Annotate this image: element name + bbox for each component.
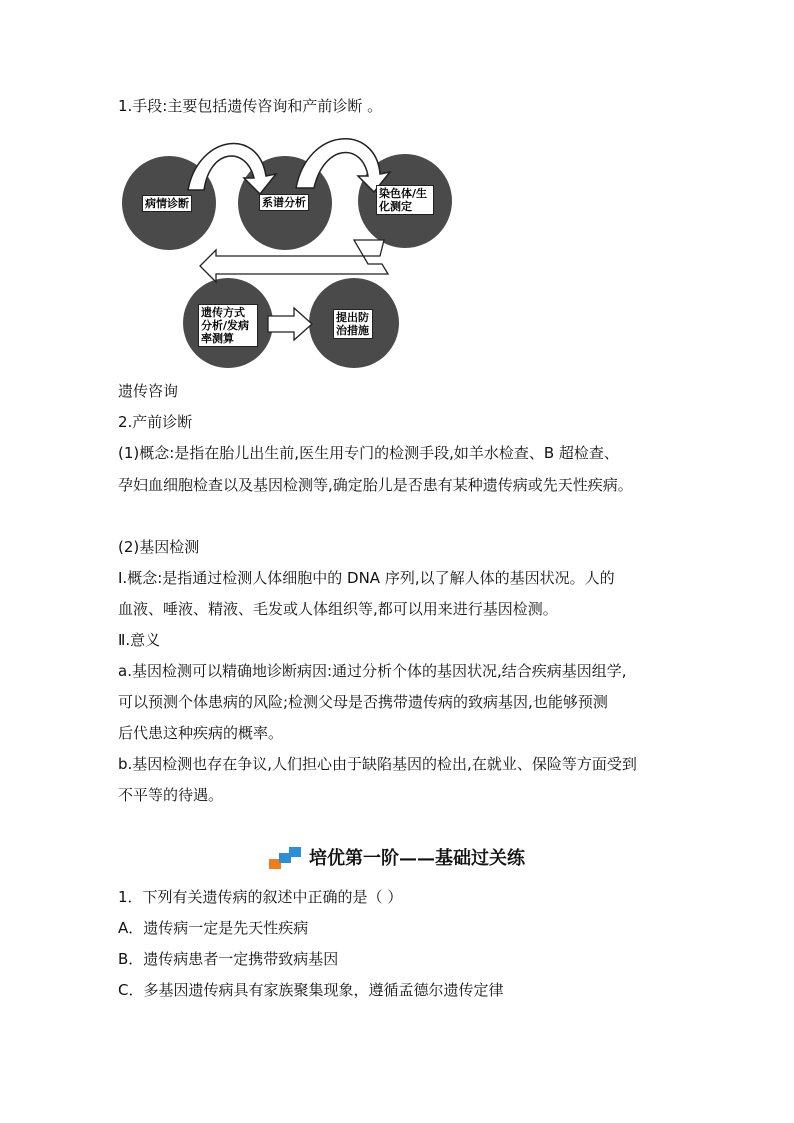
node-diagnosis-label: 病情诊断 bbox=[142, 195, 192, 212]
gene-test-heading: (2)基因检测 bbox=[118, 538, 200, 556]
intro-line: 1.手段:主要包括遗传咨询和产前诊断 。 bbox=[118, 97, 383, 115]
option-b: B．遗传病患者一定携带致病基因 bbox=[118, 950, 339, 968]
curved-arrow-1 bbox=[188, 143, 276, 194]
meaning-b-line-2: 不平等的待遇。 bbox=[118, 786, 224, 804]
diagram-graphics bbox=[118, 128, 478, 378]
prenatal-concept-line-1: (1)概念:是指在胎儿出生前,医生用专门的检测手段,如羊水检查、B 超检查、 bbox=[118, 444, 619, 462]
prenatal-heading: 2.产前诊断 bbox=[118, 413, 193, 431]
meaning-a-line-3: 后代患这种疾病的概率。 bbox=[118, 724, 284, 742]
question-stem: 1．下列有关遗传病的叙述中正确的是（ ） bbox=[118, 888, 403, 906]
prenatal-concept-line-2: 孕妇血细胞检查以及基因检测等,确定胎儿是否患有某种遗传病或先天性疾病。 bbox=[118, 476, 633, 494]
node-chromosome-label: 染色体/生化测定 bbox=[376, 185, 434, 215]
meaning-a-line-1: a.基因检测可以精确地诊断病因:通过分析个体的基因状况,结合疾病基因组学, bbox=[118, 662, 627, 680]
section-header bbox=[0, 846, 794, 872]
meaning-b-line-1: b.基因检测也存在争议,人们担心由于缺陷基因的检出,在就业、保险等方面受到 bbox=[118, 755, 637, 773]
staircase-icon bbox=[269, 847, 303, 871]
gene-concept-line-1: Ⅰ.概念:是指通过检测人体细胞中的 DNA 序列,以了解人体的基因状况。人的 bbox=[118, 569, 615, 587]
meaning-heading: Ⅱ.意义 bbox=[118, 631, 161, 649]
option-c: C．多基因遗传病具有家族聚集现象，遵循孟德尔遗传定律 bbox=[118, 981, 504, 999]
option-a: A．遗传病一定是先天性疾病 bbox=[118, 919, 309, 937]
meaning-a-line-2: 可以预测个体患病的风险;检测父母是否携带遗传病的致病基因,也能够预测 bbox=[118, 693, 608, 711]
node-pedigree-label: 系谱分析 bbox=[259, 194, 309, 211]
genetic-counseling-diagram bbox=[118, 128, 478, 378]
section-title: 培优第一阶——基础过关练 bbox=[309, 848, 525, 869]
straight-arrow bbox=[268, 308, 312, 340]
gene-concept-line-2: 血液、唾液、精液、毛发或人体组织等,都可以用来进行基因检测。 bbox=[118, 600, 558, 618]
node-inheritance-label: 遗传方式分析/发病率测算 bbox=[198, 304, 258, 347]
diagram-caption: 遗传咨询 bbox=[118, 382, 179, 400]
node-prevention-label: 提出防治措施 bbox=[333, 309, 373, 339]
